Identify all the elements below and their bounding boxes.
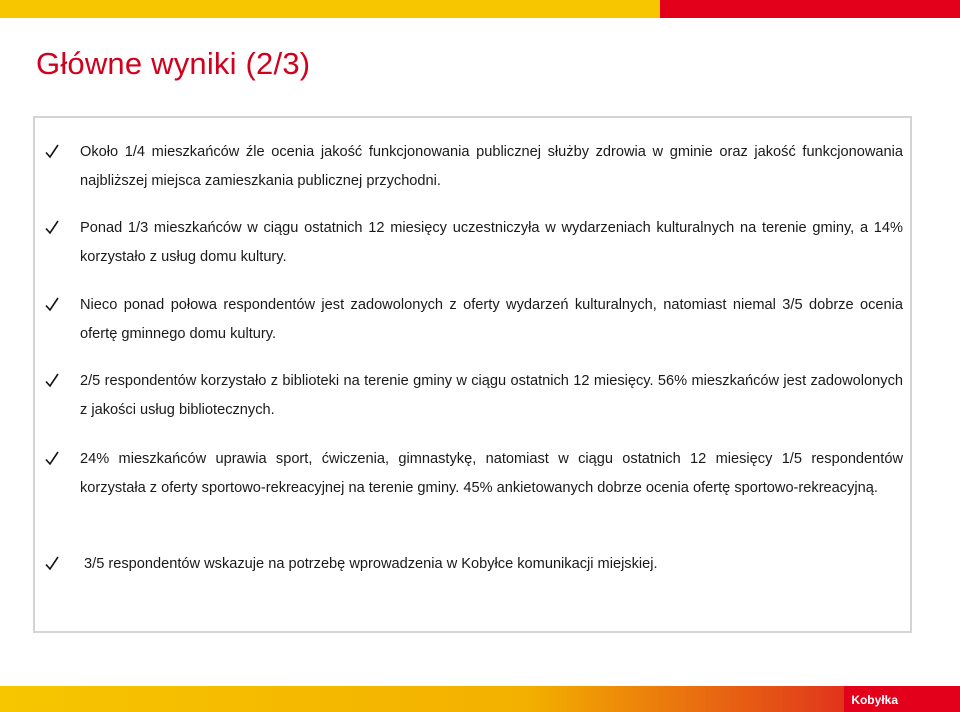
checkmark-icon [44, 295, 62, 317]
bullet-text: Ponad 1/3 mieszkańców w ciągu ostatnich 12 miesięcy uczestniczyła w wydarzeniach kulturalnych na terenie gminy, a 14% korzystało z usług domu kultury. [80, 220, 903, 265]
bullet-text: 24% mieszkańców uprawia sport, ćwiczenia, gimnastykę, natomiast w ciągu ostatnich 12 miesięcy 1/5 respondentów korzystała z oferty sportowo-rekreacyjnej na terenie gminy. 45% ankietowanych dobrze ocenia ofertę sportowo-rekreacyjną. [80, 451, 903, 496]
bottom-bar [0, 686, 960, 712]
slide-title: Główne wyniki (2/3) [36, 46, 311, 81]
checkmark-icon [44, 554, 62, 576]
findings-box [33, 116, 912, 633]
checkmark-icon [44, 449, 62, 471]
top-bar-yellow [0, 0, 660, 18]
footer-label: Kobyłka [851, 693, 898, 707]
checkmark-icon [44, 218, 62, 240]
bullet-text: 3/5 respondentów wskazuje na potrzebę wprowadzenia w Kobyłce komunikacji miejskiej. [80, 556, 658, 572]
bullet-text: 2/5 respondentów korzystało z biblioteki na terenie gminy w ciągu ostatnich 12 miesięcy. 56% mieszkańców jest zadowolonych z jakości usług bibliotecznych. [80, 373, 903, 418]
bullet-text: Nieco ponad połowa respondentów jest zadowolonych z oferty wydarzeń kulturalnych, natomiast niemal 3/5 dobrze ocenia ofertę gminnego domu kultury. [80, 297, 903, 342]
checkmark-icon [44, 371, 62, 393]
top-bar-red [660, 0, 960, 18]
checkmark-icon [44, 142, 62, 164]
bullet-text: Około 1/4 mieszkańców źle ocenia jakość funkcjonowania publicznej służby zdrowia w gminie oraz jakość funkcjonowania najbliższej miejsca zamieszkania publicznej przychodni. [80, 144, 903, 189]
